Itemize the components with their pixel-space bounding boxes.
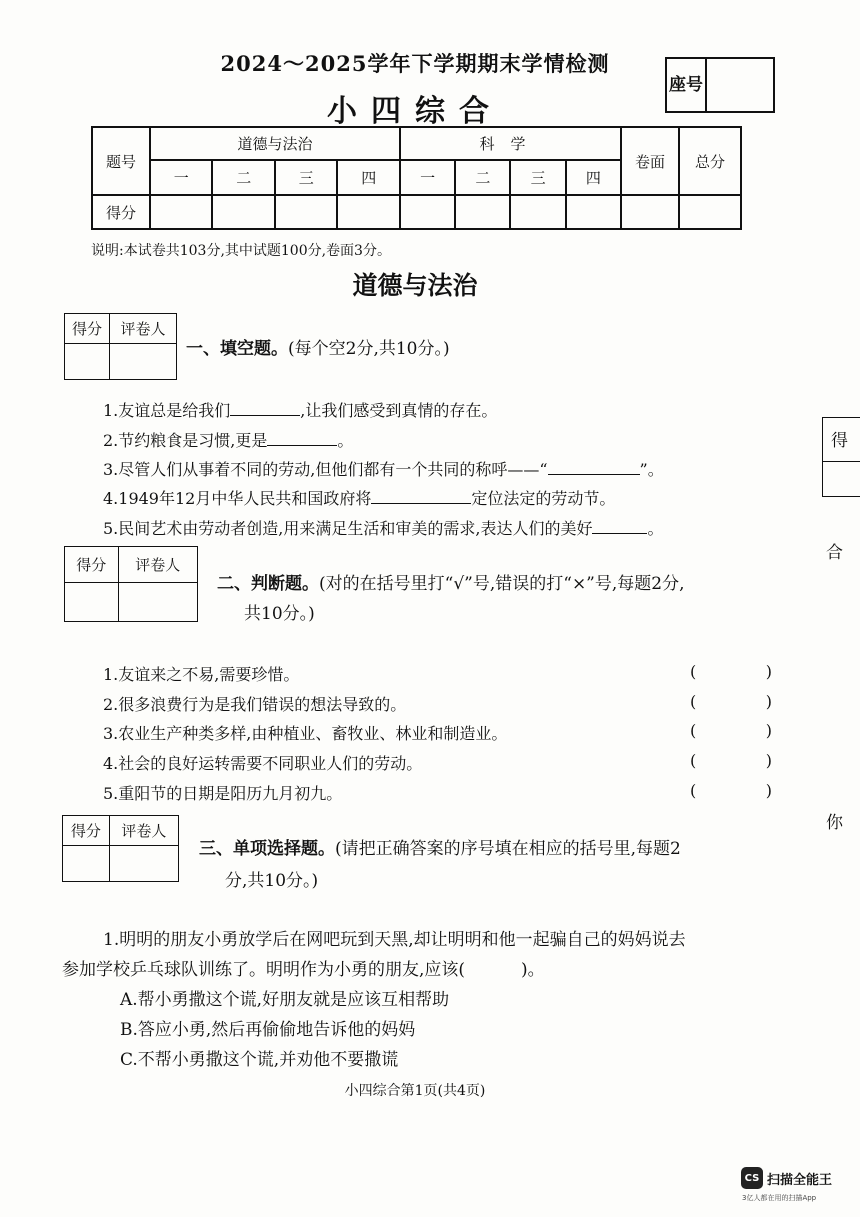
question-col: 一 [150, 160, 212, 195]
grader-score-cell [65, 583, 119, 622]
grader-box-1 [64, 313, 177, 380]
score-row-label: 得分 [92, 195, 150, 229]
part2-title: 二、判断题。 [217, 574, 319, 594]
answer-blank[interactable] [548, 458, 640, 475]
edge-text-fragment: 合 [826, 543, 843, 563]
question-text: 定位法定的劳动节。 [471, 489, 616, 508]
grader-reviewer-cell [110, 344, 177, 380]
edge-text-fragment: 你 [826, 813, 843, 833]
question-text: 2.节约粮食是习惯,更是 [103, 431, 268, 450]
exam-title: 2024～2025学年下学期期末学情检测 [220, 51, 610, 76]
fill-question-1 [103, 398, 497, 421]
score-cell [150, 195, 212, 229]
question-text: )。 [521, 960, 545, 980]
choice-question-1-line1: 1.明明的朋友小勇放学后在网吧玩到天黑,却让明明和他一起骗自己的妈妈说去 [103, 930, 686, 950]
grader-score-label: 得分 [63, 816, 110, 846]
camscanner-icon: CS [741, 1167, 763, 1189]
paren-open: ( [690, 781, 697, 800]
grader-reviewer-label: 评卷人 [109, 816, 178, 846]
paren-close: ) [765, 692, 772, 711]
answer-blank[interactable] [592, 517, 647, 534]
part3-instruction: (请把正确答案的序号填在相应的括号里,每题2 [335, 839, 681, 859]
paren-open: ( [690, 692, 697, 711]
seat-number-box [665, 57, 775, 113]
answer-parens[interactable] [690, 662, 772, 681]
paren-close: ) [765, 662, 772, 681]
paren-close: ) [765, 751, 772, 770]
fill-question-4 [103, 486, 615, 509]
question-text: ”。 [639, 460, 664, 479]
question-text: 参加学校乒乓球队训练了。明明作为小勇的朋友,应该( [62, 960, 466, 980]
score-cell [455, 195, 510, 229]
question-text: ,让我们感受到真情的存在。 [300, 401, 498, 420]
fill-question-5 [103, 516, 663, 539]
answer-blank[interactable] [267, 429, 337, 446]
grader-score-cell [63, 846, 110, 882]
score-cell [275, 195, 337, 229]
scanner-name: 扫描全能王 [767, 1172, 833, 1188]
grader-score-label: 得分 [65, 314, 110, 344]
part2-instruction-cont: 共10分。) [244, 604, 315, 624]
fill-question-2 [103, 428, 353, 451]
part3-heading [199, 834, 681, 864]
score-cell [510, 195, 565, 229]
grader-score-label: 得分 [65, 547, 119, 583]
judge-question-4: 4.社会的良好运转需要不同职业人们的劳动。 [103, 754, 423, 773]
question-number-label: 题号 [92, 127, 150, 195]
question-text: 。 [337, 431, 354, 450]
score-cell [621, 195, 679, 229]
paren-open: ( [690, 662, 697, 681]
paper-neatness-label: 卷面 [621, 127, 679, 195]
part3-title: 三、单项选择题。 [199, 839, 335, 859]
question-text: 4.1949年12月中华人民共和国政府将 [103, 489, 372, 508]
paren-open: ( [690, 721, 697, 740]
subject-title: 小四综合 [327, 94, 503, 129]
divider [823, 461, 860, 462]
question-text: 5.民间艺术由劳动者创造,用来满足生活和审美的需求,表达人们的美好 [103, 519, 593, 538]
choice-question-1-line2 [62, 955, 545, 985]
answer-parens[interactable] [690, 721, 772, 740]
answer-blank[interactable] [371, 487, 471, 504]
question-col: 一 [400, 160, 455, 195]
score-cell [337, 195, 400, 229]
grader-reviewer-cell [118, 583, 197, 622]
part1-title: 一、填空题。 [186, 339, 288, 359]
score-group-science: 科学 [400, 127, 621, 160]
score-group-morality: 道德与法治 [150, 127, 400, 160]
choice-option-a[interactable]: A.帮小勇撒这个谎,好朋友就是应该互相帮助 [120, 990, 450, 1010]
total-score-label: 总分 [679, 127, 741, 195]
choice-option-c[interactable]: C.不帮小勇撒这个谎,并劝他不要撒谎 [120, 1050, 399, 1070]
judge-question-1: 1.友谊来之不易,需要珍惜。 [103, 665, 300, 684]
part2-instruction: (对的在括号里打“√”号,错误的打“×”号,每题2分, [319, 574, 685, 594]
grader-score-cell [65, 344, 110, 380]
seat-number-label: 座号 [667, 59, 707, 111]
grader-reviewer-label: 评卷人 [110, 314, 177, 344]
part1-heading [186, 334, 450, 364]
question-col: 三 [275, 160, 337, 195]
scanner-logo [741, 1167, 832, 1189]
judge-question-2: 2.很多浪费行为是我们错误的想法导致的。 [103, 695, 407, 714]
question-text: 3.尽管人们从事着不同的劳动,但他们都有一个共同的称呼——“ [103, 460, 548, 479]
score-cell [212, 195, 274, 229]
score-cell [400, 195, 455, 229]
question-col: 二 [455, 160, 510, 195]
question-col: 四 [337, 160, 400, 195]
answer-parens[interactable] [690, 751, 772, 770]
score-cell [566, 195, 621, 229]
grader-box-2 [64, 546, 198, 622]
paren-close: ) [765, 781, 772, 800]
choice-option-b[interactable]: B.答应小勇,然后再偷偷地告诉他的妈妈 [120, 1020, 416, 1040]
part1-instruction: (每个空2分,共10分。) [288, 339, 450, 359]
answer-parens[interactable] [690, 781, 772, 800]
paren-open: ( [690, 751, 697, 770]
fill-question-3 [103, 457, 664, 480]
section-title: 道德与法治 [352, 271, 478, 300]
score-table [91, 126, 742, 230]
scanner-tagline: 3亿人都在用的扫描App [742, 1194, 817, 1202]
paren-close: ) [765, 721, 772, 740]
part2-heading [217, 569, 685, 599]
exam-note: 说明:本试卷共103分,其中试题100分,卷面3分。 [91, 243, 391, 259]
judge-question-3: 3.农业生产种类多样,由种植业、畜牧业、林业和制造业。 [103, 724, 508, 743]
next-page-grader-fragment [822, 417, 860, 497]
grader-reviewer-cell [109, 846, 178, 882]
seat-number-field [707, 59, 773, 111]
judge-question-5: 5.重阳节的日期是阳历九月初九。 [103, 784, 343, 803]
question-text: 1.友谊总是给我们 [103, 401, 231, 420]
score-cell [679, 195, 741, 229]
page-footer: 小四综合第1页(共4页) [344, 1083, 486, 1099]
question-col: 三 [510, 160, 565, 195]
grader-reviewer-label: 评卷人 [118, 547, 197, 583]
answer-blank[interactable] [230, 399, 300, 416]
grader-box-3 [62, 815, 179, 882]
edge-text-score: 得 [831, 431, 848, 451]
question-col: 二 [212, 160, 274, 195]
answer-parens[interactable] [690, 692, 772, 711]
question-col: 四 [566, 160, 621, 195]
part3-instruction-cont: 分,共10分。) [225, 871, 319, 891]
question-text: 。 [647, 519, 664, 538]
